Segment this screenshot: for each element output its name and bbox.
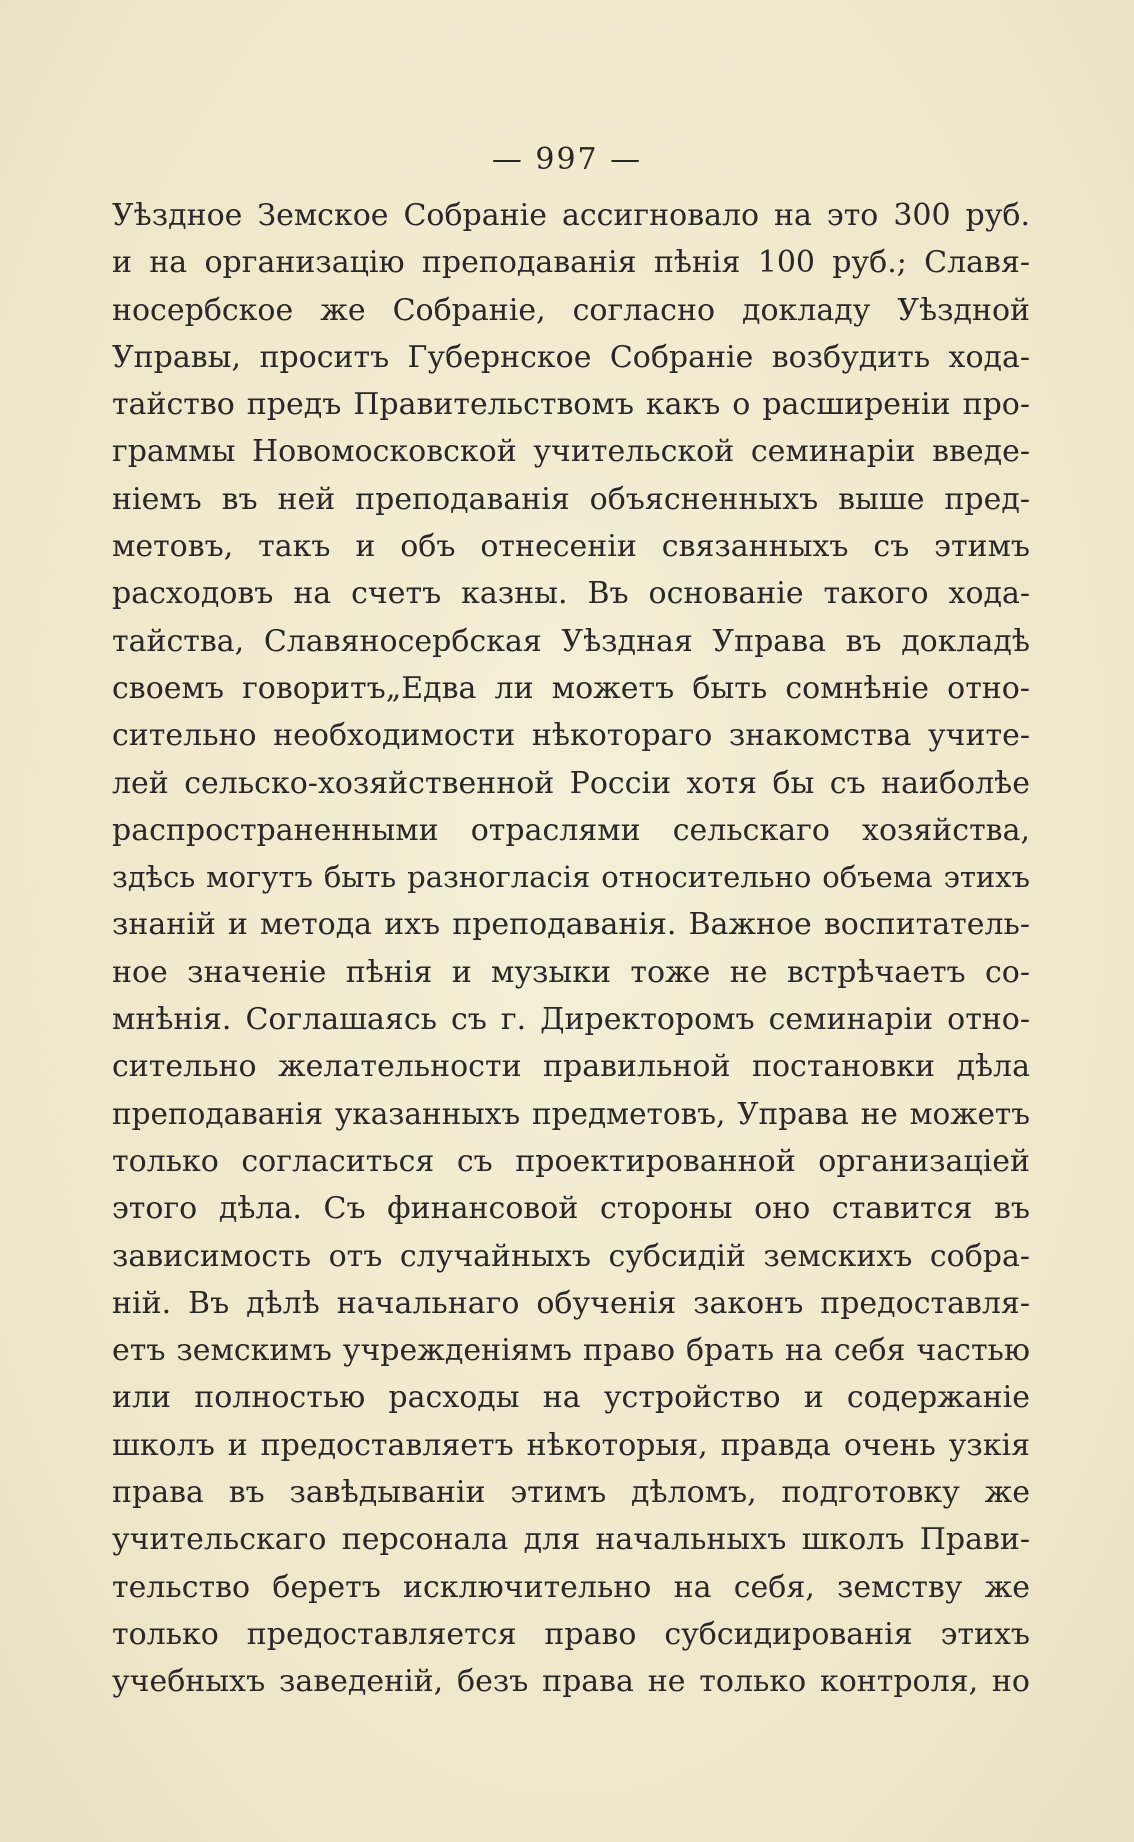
text-line: сительно необходимости нѣкотораго знакомства учите- xyxy=(112,718,1030,754)
text-line: права въ завѣдываніи этимъ дѣломъ, подготовку же xyxy=(112,1475,1030,1511)
text-line: знаній и метода ихъ преподаванія. Важное воспитатель- xyxy=(112,907,1030,943)
text-line: или полностью расходы на устройство и содержаніе xyxy=(112,1380,1030,1416)
text-line: носербское же Собраніе, согласно докладу Уѣздной xyxy=(112,292,1030,328)
text-line: своемъ говоритъ„Едва ли можетъ быть сомнѣніе отно- xyxy=(112,670,1030,706)
text-line: только согласиться съ проектированной организаціей xyxy=(112,1143,1030,1179)
text-line: ній. Въ дѣлѣ начальнаго обученія законъ предоставля- xyxy=(112,1285,1030,1321)
text-line: этого дѣла. Съ финансовой стороны оно ставится въ xyxy=(112,1191,1030,1227)
text-line: тайство предъ Правительствомъ какъ о расширеніи про- xyxy=(112,387,1030,423)
text-line: расходовъ на счетъ казны. Въ основаніе такого хода- xyxy=(112,576,1030,612)
text-line: школъ и предоставляетъ нѣкоторыя, правда очень узкія xyxy=(112,1427,1030,1463)
text-line: распространенными отраслями сельскаго хозяйства, xyxy=(112,812,1030,848)
text-line: лей сельско-хозяйственной Россіи хотя бы съ наиболѣе xyxy=(112,765,1030,801)
text-line: граммы Новомосковской учительской семинаріи введе- xyxy=(112,434,1030,470)
text-line: Управы, проситъ Губернское Собраніе возбудить хода- xyxy=(112,339,1030,375)
text-line: здѣсь могутъ быть разногласія относительно объема этихъ xyxy=(112,860,1030,895)
text-line: тельство беретъ исключительно на себя, земству же xyxy=(112,1569,1030,1605)
text-line: и на организацію преподаванія пѣнія 100 руб.; Славя- xyxy=(112,245,1030,281)
text-line: сительно желательности правильной постановки дѣла xyxy=(112,1049,1030,1085)
text-line: преподаванія указанныхъ предметовъ, Управа не можетъ xyxy=(112,1096,1030,1131)
body-text xyxy=(112,192,1030,1706)
text-line: только предоставляется право субсидированія этихъ xyxy=(112,1616,1030,1652)
text-line: метовъ, такъ и объ отнесеніи связанныхъ съ этимъ xyxy=(112,529,1030,565)
text-line: зависимость отъ случайныхъ субсидій земскихъ собра- xyxy=(112,1238,1030,1274)
text-line: ное значеніе пѣнія и музыки тоже не встрѣчаетъ со- xyxy=(112,954,1030,990)
text-line: учебныхъ заведеній, безъ права не только контроля, но xyxy=(112,1664,1030,1700)
text-line: Уѣздное Земское Собраніе ассигновало на это 300 руб. xyxy=(112,198,1030,233)
text-line: мнѣнія. Соглашаясь съ г. Директоромъ семинаріи отно- xyxy=(112,1002,1030,1038)
page-number: — 997 — xyxy=(491,142,643,177)
text-line: учительскаго персонала для начальныхъ школъ Прави- xyxy=(112,1522,1030,1558)
text-line: етъ земскимъ учрежденіямъ право брать на себя частью xyxy=(112,1333,1030,1369)
text-line: тайства, Славяносербская Уѣздная Управа въ докладѣ xyxy=(112,623,1030,659)
text-line: ніемъ въ ней преподаванія объясненныхъ выше пред- xyxy=(112,481,1030,517)
